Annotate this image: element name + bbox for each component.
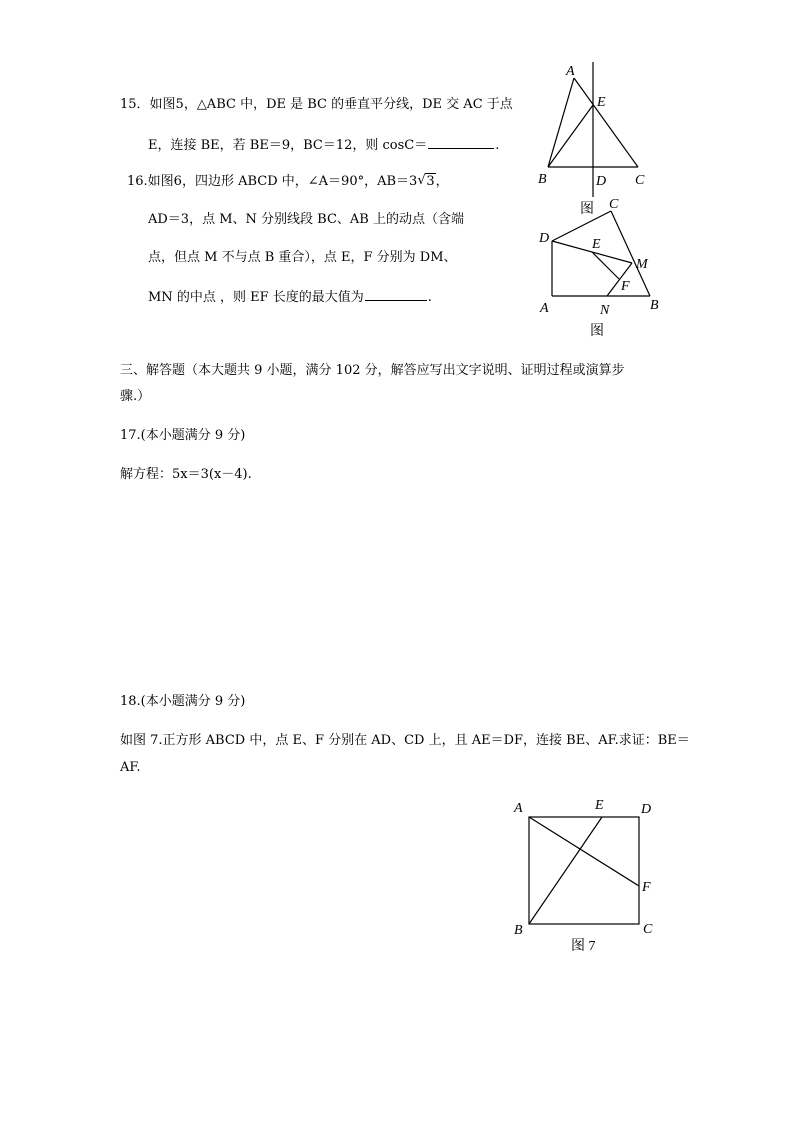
fig6-segment-EF xyxy=(592,252,619,279)
fig6-caption: 图 xyxy=(590,324,604,339)
sqrt-radicand: 3 xyxy=(426,174,435,189)
q18-line2: AF. xyxy=(120,760,141,775)
fig7-label-B: B xyxy=(514,923,523,938)
q16-line4 xyxy=(148,288,432,306)
answer-blank-q15[interactable] xyxy=(428,136,494,149)
fig7-segment-AF xyxy=(529,817,639,886)
q16-line2: AD＝3，点 M、N 分别线段 BC、AB 上的动点（含端 xyxy=(148,212,464,227)
fig7-label-E: E xyxy=(595,798,604,813)
fig7-label-F: F xyxy=(642,880,651,895)
q16-line1-text: 16.如图6，四边形 ABCD 中，∠A＝90°，AB＝3 xyxy=(127,174,418,189)
fig5-segment-AC xyxy=(574,78,638,167)
fig6-segment-CB xyxy=(611,211,650,296)
fig5-caption: 图 xyxy=(580,202,594,217)
q16-line1-comma: ， xyxy=(435,174,449,189)
q15-line2-text: E，连接 BE，若 BE＝9，BC＝12，则 cosC＝ xyxy=(148,138,428,153)
fig7-label-C: C xyxy=(643,922,653,937)
fig6-label-N: N xyxy=(600,303,610,318)
fig5-label-C: C xyxy=(635,173,645,188)
q16-line4-text: MN 的中点 ，则 EF 长度的最大值为 xyxy=(148,290,364,305)
q15-line1: 15．如图5，△ABC 中，DE 是 BC 的垂直平分线，DE 交 AC 于点 xyxy=(120,97,513,112)
fig6-label-M: M xyxy=(636,257,648,272)
fig7-label-D: D xyxy=(641,802,652,817)
fig6-label-A: A xyxy=(540,301,549,316)
q18-line1: 如图 7.正方形 ABCD 中，点 E、F 分别在 AD、CD 上，且 AE＝DF，连接 BE、AF.求证：BE＝ xyxy=(120,733,690,748)
fig6-label-B: B xyxy=(650,298,659,313)
q17-title: 17.(本小题满分 9 分) xyxy=(120,428,246,443)
fig7-label-A: A xyxy=(514,801,523,816)
q18-title: 18.(本小题满分 9 分) xyxy=(120,694,246,709)
fig5-label-A: A xyxy=(566,64,575,79)
fig6-label-F: F xyxy=(621,279,630,294)
fig6-label-E: E xyxy=(592,237,601,252)
fig5-label-B: B xyxy=(538,172,547,187)
q16-line3: 点，但点 M 不与点 B 重合），点 E，F 分别为 DM、 xyxy=(148,250,457,265)
q17-body: 解方程：5x＝3(x－4). xyxy=(120,467,252,482)
q16-line1 xyxy=(127,174,449,190)
q15-line2-period: . xyxy=(495,138,500,153)
q16-line4-period: . xyxy=(427,290,432,305)
sqrt-symbol: √ 3 xyxy=(417,173,435,189)
fig6-segment-MN xyxy=(607,263,632,296)
answer-blank-q16[interactable] xyxy=(365,288,427,301)
fig5-label-D: D xyxy=(596,174,607,189)
fig6-label-C: C xyxy=(609,197,619,212)
fig7-caption: 图 7 xyxy=(571,939,596,954)
fig6-segment-DM xyxy=(552,241,632,263)
fig5-segment-AB xyxy=(548,78,574,167)
fig5-label-E: E xyxy=(597,95,606,110)
fig6-segment-DC xyxy=(552,211,611,241)
section3-line2: 骤.） xyxy=(120,389,151,404)
fig7-segment-BE xyxy=(529,817,602,924)
q15-line2 xyxy=(148,136,499,154)
fig6-label-D: D xyxy=(539,231,550,246)
section3-line1: 三、解答题（本大题共 9 小题，满分 102 分，解答应写出文字说明、证明过程或演算步 xyxy=(120,363,625,378)
fig7-square-ABCD xyxy=(529,817,639,924)
fig5-segment-BE xyxy=(548,105,593,167)
